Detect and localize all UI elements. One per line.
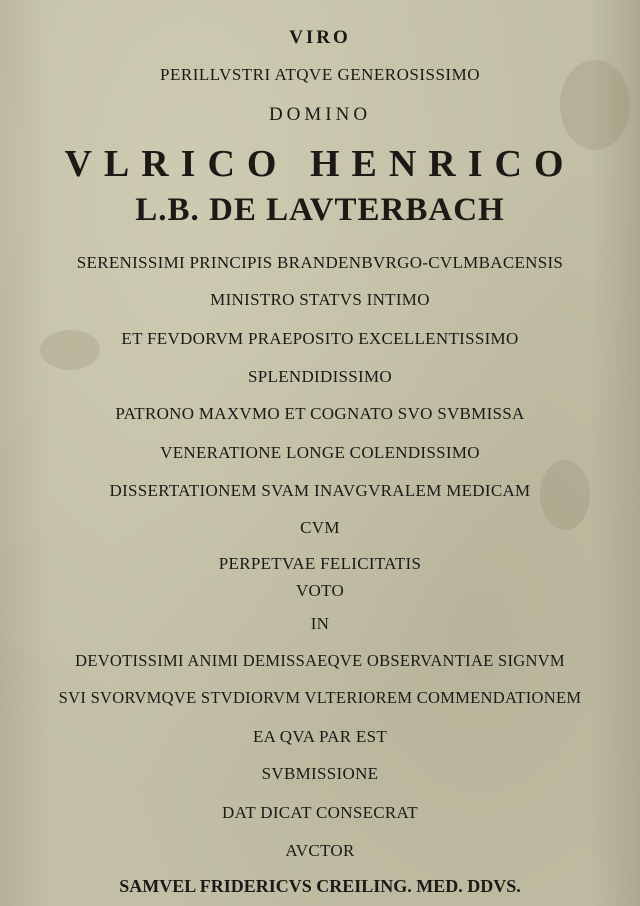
dedication-line: VOTO [295,581,345,600]
dedication-line: DOMINO [268,104,372,125]
dedication-line: PERPETVAE FELICITATIS [218,554,422,573]
dedication-line: MINISTRO STATVS INTIMO [210,290,430,309]
dedication-line: SVBMISSIONE [261,764,379,783]
dedication-line: DISSERTATIONEM SVAM INAVGVRALEM MEDICAM [109,481,531,500]
dedication-line: SERENISSIMI PRINCIPIS BRANDENBVRGO-CVLMBACENSIS [76,253,564,272]
dedication-line: PERILLVSTRI ATQVE GENEROSISSIMO [160,65,480,84]
dedication-line: SPLENDIDISSIMO [248,367,392,386]
dedicatee-title: L.B. DE LAVTERBACH [135,192,505,228]
author-signature: SAMVEL FRIDERICVS CREILING. MED. DDVS. [119,876,521,896]
dedication-line: CVM [300,518,340,537]
dedication-line: SVI SVORVMQVE STVDIORVM VLTERIOREM COMMENDATIONEM [58,688,582,707]
dedication-line: DEVOTISSIMI ANIMI DEMISSAEQVE OBSERVANTIAE SIGNVM [75,651,565,670]
dedicatee-name: VLRICO HENRICO [64,143,576,185]
dedication-line: PATRONO MAXVMO ET COGNATO SVO SVBMISSA [115,404,525,423]
dedication-line: ET FEVDORVM PRAEPOSITO EXCELLENTISSIMO [121,329,519,348]
dedication-line: IN [310,614,330,633]
dedication-line: VENERATIONE LONGE COLENDISSIMO [160,443,480,462]
dedication-line: DAT DICAT CONSECRAT [222,803,418,822]
dedication-line: VIRO [289,27,351,48]
dedication-line: EA QVA PAR EST [252,727,388,746]
dedication-line: AVCTOR [285,841,355,860]
